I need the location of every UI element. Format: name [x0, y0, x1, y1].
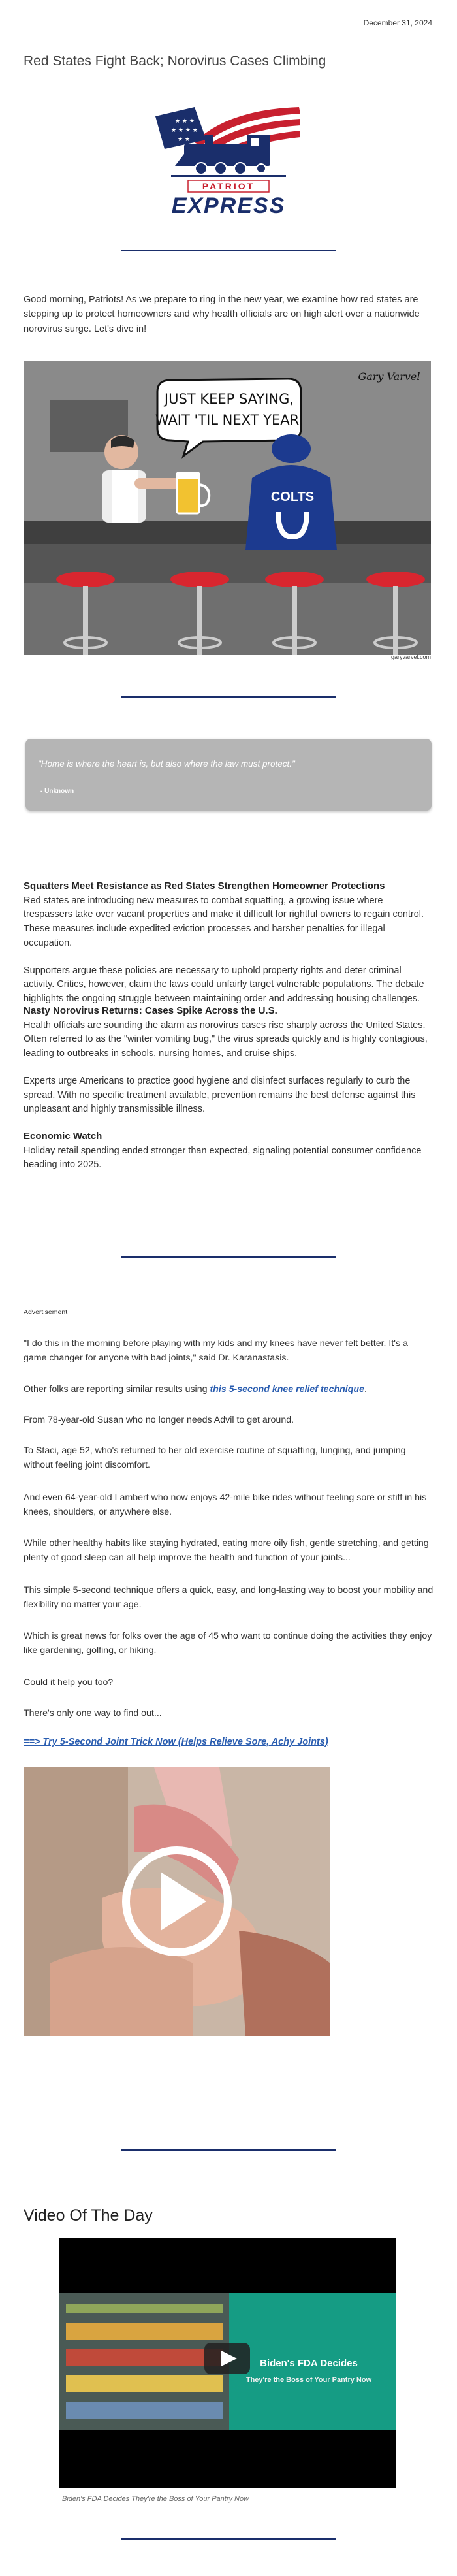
ad-paragraph: Which is great news for folks over the age of 45 who want to continue doing the activities they enjoy like gardening, golfing, or hiking.	[24, 1631, 432, 1656]
artist-signature: Gary Varvel	[358, 370, 420, 383]
ad-paragraph: From 78-year-old Susan who no longer needs Advil to get around.	[24, 1415, 294, 1425]
ad-paragraph: "I do this in the morning before playing with my kids and my knees have never felt better. It's a game changer for anyone with bad joints," said Dr. Karanastasis.	[24, 1338, 408, 1363]
video-overlay-subtitle: They're the Boss of Your Pantry Now	[245, 2376, 372, 2384]
article-paragraph: Experts urge Americans to practice good hygiene and disinfect surfaces regularly to curb the spread. With no specific treatment available, prevention remains the best defense against this unpleasant and highly transmissible illness.	[24, 1075, 416, 1115]
ad-paragraph: This simple 5-second technique offers a quick, easy, and long-lasting way to boost your mobility and flexibility no matter your age.	[24, 1585, 433, 1610]
newsletter-date: December 31, 2024	[363, 18, 432, 27]
article-economic-watch	[24, 1129, 432, 1172]
quote-author: - Unknown	[40, 788, 74, 795]
editorial-cartoon	[24, 361, 431, 655]
ad-paragraph	[24, 1382, 433, 1396]
ad-paragraph: And even 64-year-old Lambert who now enjoys 42-mile bike rides without feeling sore or stiff in his knees, shoulders, or anywhere else.	[24, 1492, 427, 1517]
video-overlay-title: Biden's FDA Decides	[260, 2358, 358, 2369]
video-player[interactable]	[59, 2238, 396, 2488]
svg-text:★ ★ ★: ★ ★ ★	[175, 118, 195, 125]
knee-relief-link[interactable]: this 5-second knee relief technique	[210, 1384, 364, 1394]
ad-paragraph: To Staci, age 52, who's returned to her old exercise routine of squatting, lunging, and jumping without feeling joint discomfort.	[24, 1445, 406, 1470]
article-paragraph: Health officials are sounding the alarm as norovirus cases rise sharply across the United States. Often referred to as the "winter vomiting bug," the virus spreads quickly and is highly contagious, leading to outbreaks in schools, nursing homes, and cruise ships.	[24, 1020, 428, 1059]
quote-text: "Home is where the heart is, but also where the law must protect."	[38, 759, 295, 769]
video-of-the-day-title: Video Of The Day	[24, 2206, 153, 2225]
ad-text: Other folks are reporting similar results using	[24, 1384, 210, 1394]
ad-video-thumbnail[interactable]	[24, 1767, 330, 2036]
video-caption: Biden's FDA Decides They're the Boss of Your Pantry Now	[62, 2495, 249, 2503]
quote-box	[25, 739, 432, 811]
article-heading: Nasty Norovirus Returns: Cases Spike Across the U.S.	[24, 1005, 277, 1016]
patriot-express-logo	[149, 103, 308, 218]
ad-paragraph: Could it help you too?	[24, 1677, 114, 1688]
section-divider	[121, 1256, 336, 1258]
advertisement-label: Advertisement	[24, 1308, 68, 1316]
logo-bottom-text: EXPRESS	[171, 193, 286, 218]
play-button-icon[interactable]	[204, 2343, 250, 2374]
svg-text:★ ★ ★ ★: ★ ★ ★ ★	[171, 127, 198, 134]
ad-text: .	[364, 1384, 367, 1394]
section-divider	[121, 2149, 336, 2151]
article-heading: Economic Watch	[24, 1131, 102, 1142]
article-paragraph: Holiday retail spending ended stronger than expected, signaling potential consumer confidence heading into 2025.	[24, 1145, 422, 1170]
article-squatters	[24, 879, 432, 1006]
section-divider	[121, 250, 336, 251]
svg-text:★ ★: ★ ★	[178, 137, 190, 143]
article-norovirus	[24, 1004, 432, 1117]
article-heading: Squatters Meet Resistance as Red States Strengthen Homeowner Protections	[24, 880, 385, 892]
speech-line-2: WAIT 'TIL NEXT YEAR.	[155, 412, 304, 428]
speech-line-1: JUST KEEP SAYING,	[164, 391, 294, 407]
article-paragraph: Supporters argue these policies are necessary to uphold property rights and deter criminal activity. Critics, however, claim the laws could unfairly target vulnerable populations. The debate highlights the ongoing struggle between maintaining order and addressing housing challenges.	[24, 965, 424, 1004]
article-paragraph: Red states are introducing new measures to combat squatting, a growing issue where trespassers take over vacant properties and make it difficult for rightful owners to regain control. These measures include expedited eviction processes and harsher penalties for illegal occupation.	[24, 895, 424, 948]
joint-trick-cta-link[interactable]: ==> Try 5-Second Joint Trick Now (Helps Relieve Sore, Achy Joints)	[24, 1737, 328, 1747]
newsletter-title: Red States Fight Back; Norovirus Cases Climbing	[24, 54, 326, 69]
section-divider	[121, 2538, 336, 2540]
jersey-text: COLTS	[270, 490, 315, 504]
ad-paragraph: There's only one way to find out...	[24, 1708, 162, 1718]
ad-paragraph: While other healthy habits like staying hydrated, eating more oily fish, gentle stretching, and getting plenty of good sleep can all help improve the health and function of your joints...	[24, 1538, 429, 1563]
section-divider	[121, 696, 336, 698]
cartoon-credit: garyvarvel.com	[390, 654, 431, 660]
intro-paragraph: Good morning, Patriots! As we prepare to ring in the new year, we examine how red states are stepping up to protect homeowners and why health officials are on high alert over a nationwide norovirus surge. Let's dive in!	[24, 295, 420, 334]
logo-top-text: PATRIOT	[202, 181, 255, 191]
